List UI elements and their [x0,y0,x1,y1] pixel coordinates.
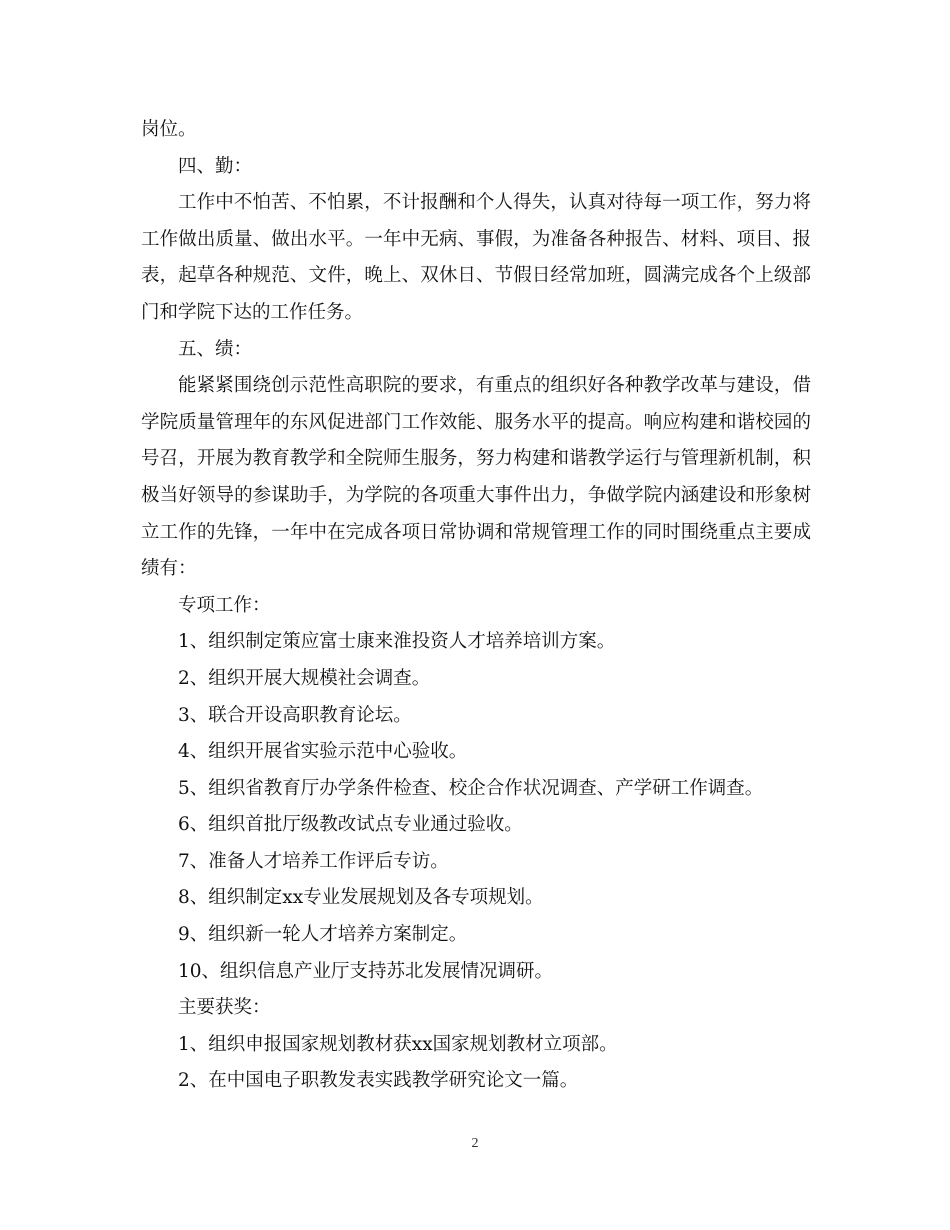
list-item: 1、组织申报国家规划教材获xx国家规划教材立项部。 [178,1033,618,1055]
list-item: 8、组织制定xx专业发展规划及各专项规划。 [178,887,544,909]
paragraph-achievements-body: 能紧紧围绕创示范性高职院的要求，有重点的组织好各种教学改革与建设，借学院质量管理年的东风促进部门工作效能、服务水平的提高。响应构建和谐校园的号召，开展为教育教学和全院师生服务，努力构建和谐教学运行与管理新机制，积极当好领导的参谋助手，为学院的各项重大事件出力，争做学院内涵建设和形象树立工作的先锋，一年中在完成各项日常协调和常规管理工作的同时围绕重点主要成绩有： [141,375,811,580]
list-item: 7、准备人才培养工作评后专访。 [178,850,449,872]
list-item: 4、组织开展省实验示范中心验收。 [178,741,468,763]
list-item: 3、联合开设高职教育论坛。 [178,704,412,726]
subheading-main-awards: 主要获奖： [178,997,271,1019]
paragraph-continuation: 岗位。 [141,119,197,140]
document-body [141,112,811,1100]
section-heading-diligence: 四、勤： [178,155,253,177]
list-item: 6、组织首批厅级教改试点专业通过验收。 [178,814,523,836]
page-number: 2 [471,1136,479,1151]
list-item: 1、组织制定策应富士康来淮投资人才培养培训方案。 [178,631,616,653]
section-heading-achievements: 五、绩： [178,338,253,360]
list-item: 9、组织新一轮人才培养方案制定。 [178,924,468,946]
list-item: 10、组织信息产业厅支持苏北发展情况调研。 [178,960,554,982]
list-item: 5、组织省教育厅办学条件检查、校企合作状况调查、产学研工作调查。 [178,777,764,799]
list-item: 2、组织开展大规模社会调查。 [178,667,431,689]
subheading-special-work: 专项工作： [178,594,271,616]
list-item: 2、在中国电子职教发表实践教学研究论文一篇。 [178,1070,579,1092]
paragraph-diligence-body: 工作中不怕苦、不怕累，不计报酬和个人得失，认真对待每一项工作，努力将工作做出质量、做出水平。一年中无病、事假，为准备各种报告、材料、项目、报表，起草各种规范、文件，晚上、双休日、节假日经常加班，圆满完成各个上级部门和学院下达的工作任务。 [141,192,811,323]
